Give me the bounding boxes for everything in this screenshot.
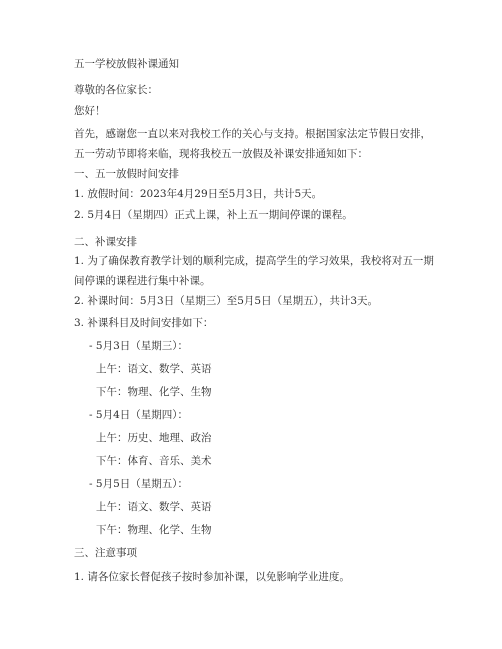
section1-item-1: 1. 放假时间：2023年4月29日至5月3日，共计5天。 xyxy=(74,188,323,200)
schedule-day-2-date: - 5月4日（星期四）： xyxy=(89,409,188,421)
document-title: 五一学校放假补课通知 xyxy=(74,58,179,70)
schedule-day-2-morning: 上午：历史、地理、政治 xyxy=(96,432,212,444)
section2-item-3: 3. 补课科目及时间安排如下： xyxy=(74,317,214,329)
section1-item-2: 2. 5月4日（星期四）正式上课，补上五一期间停课的课程。 xyxy=(74,209,353,221)
section1-heading: 一、五一放假时间安排 xyxy=(74,168,179,180)
schedule-day-1-afternoon: 下午：物理、化学、生物 xyxy=(96,386,212,398)
greeting: 您好！ xyxy=(74,105,106,117)
section2-item-1: 1. 为了确保教育教学计划的顺利完成，提高学生的学习效果，我校将对五一期间停课的课程进行集中补课。 xyxy=(74,255,434,287)
salutation: 尊敬的各位家长： xyxy=(74,84,158,96)
schedule-day-3-date: - 5月5日（星期五）： xyxy=(89,478,188,490)
section2-item-2: 2. 补课时间：5月3日（星期三）至5月5日（星期五），共计3天。 xyxy=(74,295,379,307)
schedule-day-1-date: - 5月3日（星期三）： xyxy=(89,340,188,352)
section2-heading: 二、补课安排 xyxy=(74,236,137,248)
section3-item-1: 1. 请各位家长督促孩子按时参加补课，以免影响学业进度。 xyxy=(74,571,350,583)
schedule-day-3-afternoon: 下午：物理、化学、生物 xyxy=(96,524,212,536)
intro-paragraph: 首先，感谢您一直以来对我校工作的关心与支持。根据国家法定节假日安排，五一劳动节即将来临，现将我校五一放假及补课安排通知如下： xyxy=(74,128,431,160)
schedule-day-2-afternoon: 下午：体育、音乐、美术 xyxy=(96,455,212,467)
schedule-day-1-morning: 上午：语文、数学、英语 xyxy=(96,363,212,375)
section3-heading: 三、注意事项 xyxy=(74,547,137,559)
schedule-day-3-morning: 上午：语文、数学、英语 xyxy=(96,501,212,513)
